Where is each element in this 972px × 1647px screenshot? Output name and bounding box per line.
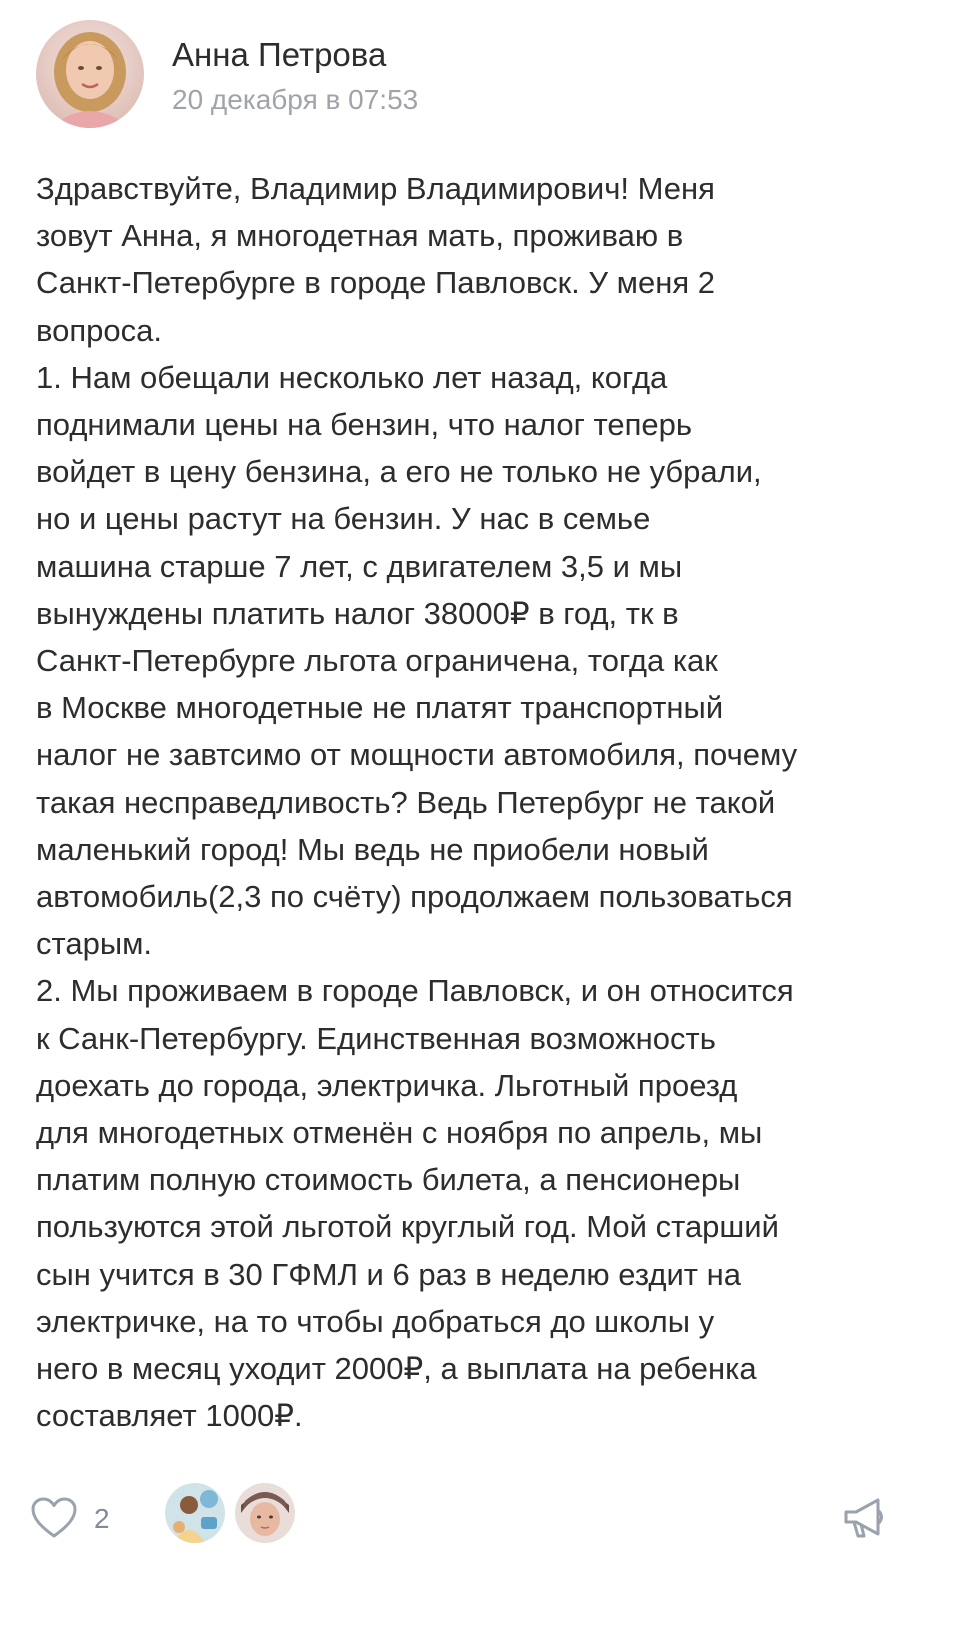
author-avatar-image xyxy=(36,20,144,128)
megaphone-share-icon xyxy=(840,1494,890,1542)
post-text-line: вынуждены платить налог 38000₽ в год, тк в xyxy=(36,595,679,631)
author-name[interactable]: Анна Петрова xyxy=(172,36,387,73)
liker-avatar[interactable] xyxy=(232,1480,298,1546)
post-text-line: 2. Мы проживаем в городе Павловск, и он относится xyxy=(36,973,794,1009)
post-text-line: сын учится в 30 ГФМЛ и 6 раз в неделю ездит на xyxy=(36,1256,741,1292)
like-button[interactable] xyxy=(28,1492,128,1544)
post-text-line: Здравствуйте, Владимир Владимирович! Меня xyxy=(36,171,715,206)
post-text-line: него в месяц уходит 2000₽, а выплата на ребенка xyxy=(36,1351,757,1387)
liker-avatar-image xyxy=(235,1483,295,1543)
post-header xyxy=(36,20,936,130)
post-text-line: в Москве многодетные не платят транспортный xyxy=(36,690,724,726)
post-text-line: платим полную стоимость билета, а пенсионеры xyxy=(36,1162,741,1198)
post-text-line: Санкт-Петербурге льгота ограничена, тогда как xyxy=(36,643,718,679)
post-text-line: зовут Анна, я многодетная мать, проживаю в xyxy=(36,218,684,254)
post-footer xyxy=(0,1480,972,1560)
post-text-line: машина старше 7 лет, с двигателем 3,5 и мы xyxy=(36,548,683,584)
post-text-line: налог не завтсимо от мощности автомобиля, почему xyxy=(36,737,798,773)
post-text-line: электричке, на то чтобы добраться до школы у xyxy=(36,1303,715,1339)
heart-outline-icon xyxy=(30,1496,78,1540)
like-count: 2 xyxy=(94,1503,110,1534)
liker-avatar-image xyxy=(165,1483,225,1543)
post-text-line: вопроса. xyxy=(36,312,162,348)
author-avatar[interactable] xyxy=(36,20,144,128)
post-text-line: 1. Нам обещали несколько лет назад, когда xyxy=(36,359,668,395)
post-text-line: но и цены растут на бензин. У нас в семье xyxy=(36,501,651,537)
liker-avatar[interactable] xyxy=(162,1480,228,1546)
post-text-line: пользуются этой льготой круглый год. Мой старший xyxy=(36,1209,779,1245)
post-date[interactable]: 20 декабря в 07:53 xyxy=(172,84,419,115)
post-text xyxy=(36,165,916,1439)
post-text-line: к Санк-Петербургу. Единственная возможность xyxy=(36,1020,716,1056)
post-text-line: Санкт-Петербурге в городе Павловск. У меня 2 xyxy=(36,265,715,301)
post-text-line: автомобиль(2,3 по счёту) продолжаем пользоваться xyxy=(36,879,793,915)
post-text-line: для многодетных отменён с ноября по апрель, мы xyxy=(36,1115,763,1151)
post-text-line: доехать до города, электричка. Льготный проезд xyxy=(36,1067,738,1103)
post-text-line: войдет в цену бензина, а его не только не убрали, xyxy=(36,454,762,490)
post-text-line: составляет 1000₽. xyxy=(36,1398,303,1434)
post-text-line: поднимали цены на бензин, что налог теперь xyxy=(36,407,693,443)
post-text-line: такая несправедливость? Ведь Петербург не такой xyxy=(36,784,776,820)
share-button[interactable] xyxy=(840,1494,890,1542)
post-text-line: маленький город! Мы ведь не приобели новый xyxy=(36,831,709,867)
post-text-line: старым. xyxy=(36,926,153,962)
